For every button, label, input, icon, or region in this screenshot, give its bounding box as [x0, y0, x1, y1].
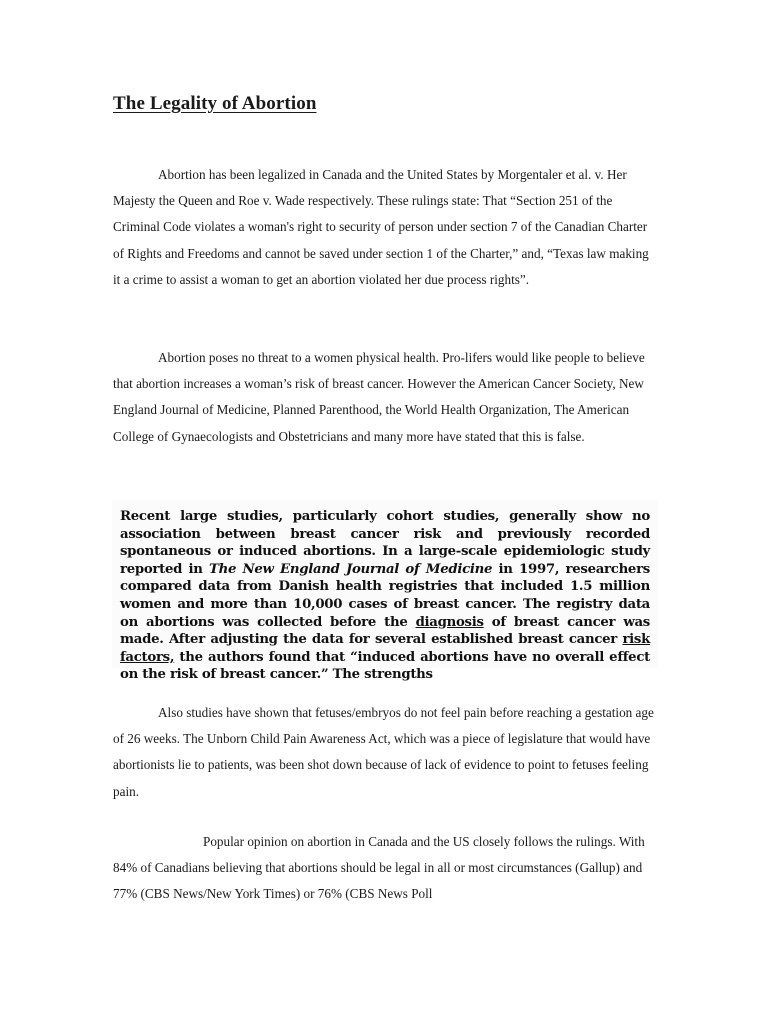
excerpt-risk-factors: risk factors, [120, 632, 650, 665]
document-title: The Legality of Abortion [113, 93, 317, 114]
excerpt-diagnosis: diagnosis [415, 614, 484, 630]
excerpt-part-1: Recent large studies, particularly cohort studies, generally show no association between breast cancer risk and previously recorded spontaneous or induced abortions. In a large-scale epidemiologic study reported in [120, 509, 650, 577]
paragraph-physical-health: Abortion poses no threat to a women physical health. Pro-lifers would like people to believe that abortion increases a woman’s risk of breast cancer. However the American Cancer Society, New England Journal of Medicine, Planned Parenthood, the World Health Organization, The American College of Gynaecologists and Obstetricians and many more have stated that this is false. [113, 350, 645, 444]
excerpt-part-4: the authors found that “induced abortions have no overall effect on the risk of breast cancer.” The strengths [120, 649, 650, 683]
excerpt-part-3: of breast cancer was made. After adjusting the data for several established breast cancer [120, 614, 650, 648]
paragraph-legalization: Abortion has been legalized in Canada and the United States by Morgentaler et al. v. Her Majesty the Queen and Roe v. Wade respectively. These rulings state: That “Section 251 of the Criminal Code violates a woman's right to security of person under section 7 of the Canadian Charter of Rights and Freedoms and cannot be saved under section 1 of the Charter,” and, “Texas law making it a crime to assist a woman to get an abortion violated her due process rights”. [113, 167, 649, 287]
scanned-excerpt-image [112, 500, 658, 683]
excerpt-part-2: in 1997, researchers compared data from Danish health registries that included 1.5 million women and more than 10,000 cases of breast cancer. The registry data on abortions was collected before the [120, 561, 650, 630]
scanned-excerpt-text [120, 508, 650, 684]
paragraph-popular-opinion: Popular opinion on abortion in Canada and the US closely follows the rulings. With 84% of Canadians believing that abortions should be legal in all or most circumstances (Gallup) and 77% (CBS News/New York Times) or 76% (CBS News Poll [113, 834, 645, 902]
excerpt-journal-name: The New England Journal of Medicine [208, 561, 493, 577]
paragraph-fetal-pain: Also studies have shown that fetuses/embryos do not feel pain before reaching a gestation age of 26 weeks. The Unborn Child Pain Awareness Act, which was a piece of legislature that would have abortionists lie to patients, was been shot down because of lack of evidence to point to fetuses feeling pain. [113, 705, 654, 799]
